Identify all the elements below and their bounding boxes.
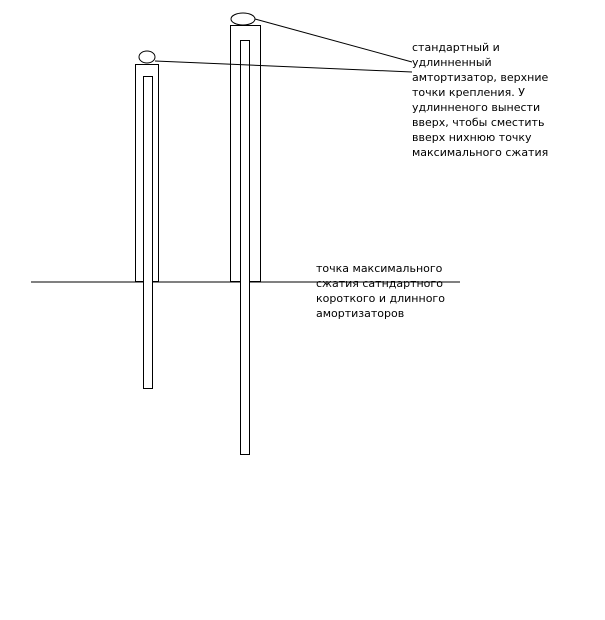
standard-shock-rod xyxy=(144,77,153,389)
top-mounts-note: стандартный и удлинненный амтортизатор, верхние точки крепления. У удлинненого вынести вверх, чтобы сместить вверх нихнюю точку максимального сжатия xyxy=(412,41,549,159)
leader-line-long-mount xyxy=(255,19,412,62)
long-shock xyxy=(231,13,261,455)
max-compression-note: точка максимального сжатия сатндартного короткого и длинного амортизаторов xyxy=(316,262,445,320)
standard-shock-top-mount xyxy=(139,51,155,63)
long-shock-top-mount xyxy=(231,13,255,25)
leader-line-standard-mount xyxy=(155,61,412,72)
long-shock-rod xyxy=(241,41,250,455)
standard-shock xyxy=(136,51,159,389)
